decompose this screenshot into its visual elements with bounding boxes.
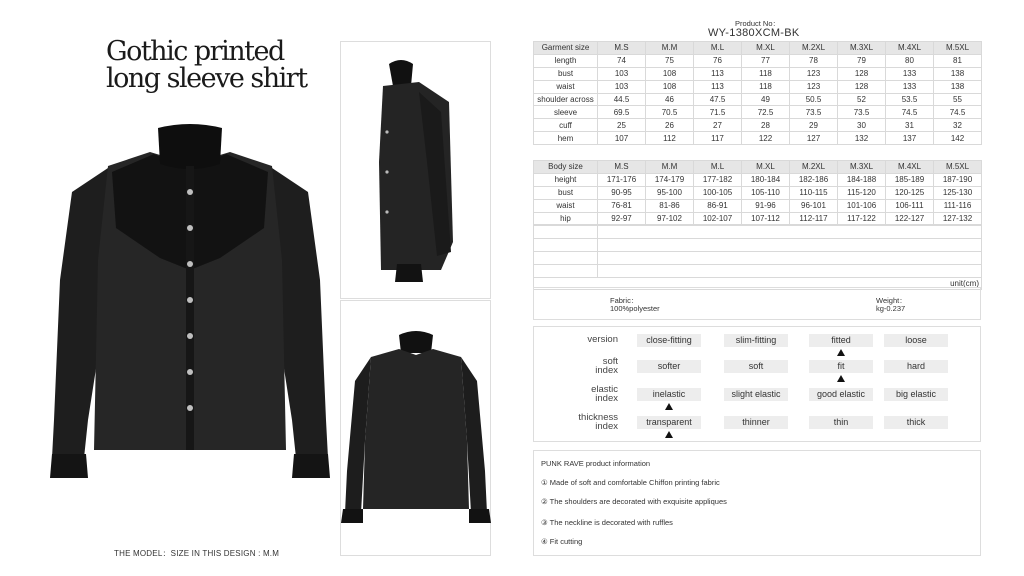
attribute-label-line: index: [595, 393, 618, 404]
table-cell: 180-184: [742, 173, 790, 186]
table-cell: 107-112: [742, 212, 790, 225]
table-cell: 138: [934, 80, 982, 93]
attribute-option: thin: [809, 416, 873, 429]
table-row: [534, 93, 982, 106]
attribute-label: [528, 357, 618, 375]
table-cell: 137: [886, 132, 934, 145]
product-info-item: ② The shoulders are decorated with exquisite appliques: [541, 497, 727, 506]
product-number: WY-1380XCM-BK: [708, 27, 800, 39]
table-cell: 103: [598, 80, 646, 93]
back-view-frame: [340, 300, 491, 556]
table-cell: 142: [934, 132, 982, 145]
table-cell: 122-127: [886, 212, 934, 225]
table-cell: 80: [886, 54, 934, 67]
table-cell: 74.5: [886, 106, 934, 119]
table-cell: 102-107: [694, 212, 742, 225]
table-cell: 29: [790, 119, 838, 132]
attribute-option: fitted: [809, 334, 873, 347]
table-header-cell: M.5XL: [934, 161, 982, 174]
table-header-cell: M.M: [646, 42, 694, 55]
table-cell: 118: [742, 80, 790, 93]
table-header-cell: M.S: [598, 161, 646, 174]
attribute-option: softer: [637, 360, 701, 373]
table-cell: 71.5: [694, 106, 742, 119]
table-header-cell: M.L: [694, 161, 742, 174]
table-header-cell: M.5XL: [934, 42, 982, 55]
selected-marker-icon: [665, 431, 673, 438]
table-cell: 69.5: [598, 106, 646, 119]
table-cell: 174-179: [646, 173, 694, 186]
back-view-shirt-image: [341, 301, 492, 557]
table-cell: 75: [646, 54, 694, 67]
table-cell: 96-101: [790, 199, 838, 212]
attribute-label-line: elastic: [591, 384, 618, 395]
garment-size-table: [533, 41, 982, 145]
table-cell: 108: [646, 67, 694, 80]
product-info-item: ④ Fit cutting: [541, 537, 583, 546]
attribute-option: close-fitting: [637, 334, 701, 347]
table-row: [534, 212, 982, 225]
table-cell: 138: [934, 67, 982, 80]
attribute-label-line: version: [587, 334, 618, 345]
table-cell: 122: [742, 132, 790, 145]
table-cell: 92-97: [598, 212, 646, 225]
table-row: [534, 186, 982, 199]
attribute-option: good elastic: [809, 388, 873, 401]
table-cell: 28: [742, 119, 790, 132]
product-title-line2: long sleeve shirt: [106, 63, 307, 94]
table-header-cell: M.4XL: [886, 42, 934, 55]
table-cell: 103: [598, 67, 646, 80]
product-info-box: [533, 450, 981, 556]
attribute-option: loose: [884, 334, 948, 347]
product-info-item: ① Made of soft and comfortable Chiffon printing fabric: [541, 478, 720, 487]
row-label-cell: bust: [534, 67, 598, 80]
table-cell: 72.5: [742, 106, 790, 119]
table-cell: 86-91: [694, 199, 742, 212]
table-cell: 113: [694, 80, 742, 93]
table-cell: 26: [646, 119, 694, 132]
attribute-label-line: index: [595, 365, 618, 376]
table-header-cell: M.XL: [742, 161, 790, 174]
table-cell: 74: [598, 54, 646, 67]
table-cell: 44.5: [598, 93, 646, 106]
table-cell: 125-130: [934, 186, 982, 199]
row-label-cell: waist: [534, 199, 598, 212]
table-cell: 117: [694, 132, 742, 145]
row-label-cell: waist: [534, 80, 598, 93]
attribute-label: [528, 413, 618, 431]
table-cell: 185-189: [886, 173, 934, 186]
table-cell: 25: [598, 119, 646, 132]
table-cell: 115-120: [838, 186, 886, 199]
table-cell: 78: [790, 54, 838, 67]
row-label-cell: bust: [534, 186, 598, 199]
row-label-cell: hip: [534, 212, 598, 225]
table-cell: 46: [646, 93, 694, 106]
table-cell: 100-105: [694, 186, 742, 199]
table-header-row: [534, 161, 982, 174]
table-header-cell: M.XL: [742, 42, 790, 55]
table-cell: 184-188: [838, 173, 886, 186]
side-view-shirt-image: [341, 42, 492, 300]
table-cell: 27: [694, 119, 742, 132]
table-header-cell: M.M: [646, 161, 694, 174]
table-cell: 133: [886, 67, 934, 80]
table-cell: 187-190: [934, 173, 982, 186]
table-cell: 171-176: [598, 173, 646, 186]
table-cell: 127: [790, 132, 838, 145]
table-cell: 95-100: [646, 186, 694, 199]
table-cell: 182-186: [790, 173, 838, 186]
table-cell: 177-182: [694, 173, 742, 186]
side-view-frame: [340, 41, 491, 299]
fabric-weight-box: [533, 287, 981, 320]
fabric-label: Fabric：: [610, 296, 639, 305]
table-cell: 52: [838, 93, 886, 106]
attribute-option: slight elastic: [724, 388, 788, 401]
table-cell: 55: [934, 93, 982, 106]
row-label-cell: cuff: [534, 119, 598, 132]
table-cell: 110-115: [790, 186, 838, 199]
table-cell: 118: [742, 67, 790, 80]
table-header-cell: M.3XL: [838, 161, 886, 174]
table-cell: 105-110: [742, 186, 790, 199]
table-cell: 113: [694, 67, 742, 80]
row-label-cell: hem: [534, 132, 598, 145]
table-cell: 31: [886, 119, 934, 132]
body-size-table: [533, 160, 982, 225]
table-cell: 91-96: [742, 199, 790, 212]
row-label-cell: height: [534, 173, 598, 186]
table-cell: 79: [838, 54, 886, 67]
table-header-cell: M.2XL: [790, 161, 838, 174]
table-cell: 123: [790, 67, 838, 80]
table-cell: 128: [838, 80, 886, 93]
product-number-label: Product No：: [735, 19, 781, 28]
table-row: [534, 173, 982, 186]
attribute-option: hard: [884, 360, 948, 373]
unit-label: unit(cm): [534, 277, 982, 290]
table-cell: 128: [838, 67, 886, 80]
table-header-cell: M.3XL: [838, 42, 886, 55]
selected-marker-icon: [665, 403, 673, 410]
table-cell: 117-122: [838, 212, 886, 225]
table-cell: 50.5: [790, 93, 838, 106]
selected-marker-icon: [837, 349, 845, 356]
product-title-line1: Gothic printed: [106, 36, 284, 67]
table-cell: 32: [934, 119, 982, 132]
attribute-option: thinner: [724, 416, 788, 429]
attributes-box: [533, 326, 981, 442]
table-cell: 120-125: [886, 186, 934, 199]
table-cell: 73.5: [790, 106, 838, 119]
table-row: [534, 132, 982, 145]
attribute-label-line: thickness: [578, 412, 618, 423]
table-cell: 132: [838, 132, 886, 145]
weight-label: Weight：: [876, 296, 907, 305]
table-cell: 106-111: [886, 199, 934, 212]
table-cell: 133: [886, 80, 934, 93]
model-size-note: THE MODEL：SIZE IN THIS DESIGN : M.M: [114, 549, 280, 558]
table-header-cell: M.L: [694, 42, 742, 55]
table-cell: 76-81: [598, 199, 646, 212]
table-cell: 127-132: [934, 212, 982, 225]
table-cell: 53.5: [886, 93, 934, 106]
table-cell: 81: [934, 54, 982, 67]
attribute-label: [528, 385, 618, 403]
table-cell: 30: [838, 119, 886, 132]
product-info-item: ③ The neckline is decorated with ruffles: [541, 518, 673, 527]
table-cell: 90-95: [598, 186, 646, 199]
table-row: [534, 119, 982, 132]
table-cell: 74.5: [934, 106, 982, 119]
attribute-option: soft: [724, 360, 788, 373]
table-cell: 70.5: [646, 106, 694, 119]
product-title: [106, 36, 307, 94]
table-cell: 107: [598, 132, 646, 145]
row-label-cell: sleeve: [534, 106, 598, 119]
table-header-cell: Body size: [534, 161, 598, 174]
table-header-cell: Garment size: [534, 42, 598, 55]
table-row: [534, 80, 982, 93]
weight-value: kg-0.237: [876, 304, 906, 313]
product-info-title: PUNK RAVE product information: [541, 459, 651, 468]
attribute-label: [528, 335, 618, 344]
table-header-cell: M.S: [598, 42, 646, 55]
selected-marker-icon: [837, 375, 845, 382]
table-cell: 112-117: [790, 212, 838, 225]
table-cell: 112: [646, 132, 694, 145]
attribute-label-line: index: [595, 421, 618, 432]
table-cell: 123: [790, 80, 838, 93]
table-cell: 76: [694, 54, 742, 67]
table-cell: 111-116: [934, 199, 982, 212]
attribute-option: big elastic: [884, 388, 948, 401]
attribute-option: fit: [809, 360, 873, 373]
table-cell: 73.5: [838, 106, 886, 119]
attribute-option: slim-fitting: [724, 334, 788, 347]
table-cell: 101-106: [838, 199, 886, 212]
table-header-cell: M.2XL: [790, 42, 838, 55]
row-label-cell: length: [534, 54, 598, 67]
body-table-blank-rows: [533, 225, 982, 290]
table-row: [534, 54, 982, 67]
attribute-label-line: soft: [602, 356, 618, 367]
table-header-cell: M.4XL: [886, 161, 934, 174]
table-row: [534, 106, 982, 119]
table-row: [534, 199, 982, 212]
table-cell: 77: [742, 54, 790, 67]
attribute-option: thick: [884, 416, 948, 429]
row-label-cell: shoulder across: [534, 93, 598, 106]
table-cell: 47.5: [694, 93, 742, 106]
attribute-option: transparent: [637, 416, 701, 429]
table-row: [534, 67, 982, 80]
table-cell: 81-86: [646, 199, 694, 212]
table-header-row: [534, 42, 982, 55]
table-cell: 49: [742, 93, 790, 106]
attribute-option: inelastic: [637, 388, 701, 401]
table-cell: 108: [646, 80, 694, 93]
fabric-value: 100%polyester: [610, 304, 660, 313]
table-cell: 97-102: [646, 212, 694, 225]
front-view-shirt-image: [50, 120, 330, 482]
